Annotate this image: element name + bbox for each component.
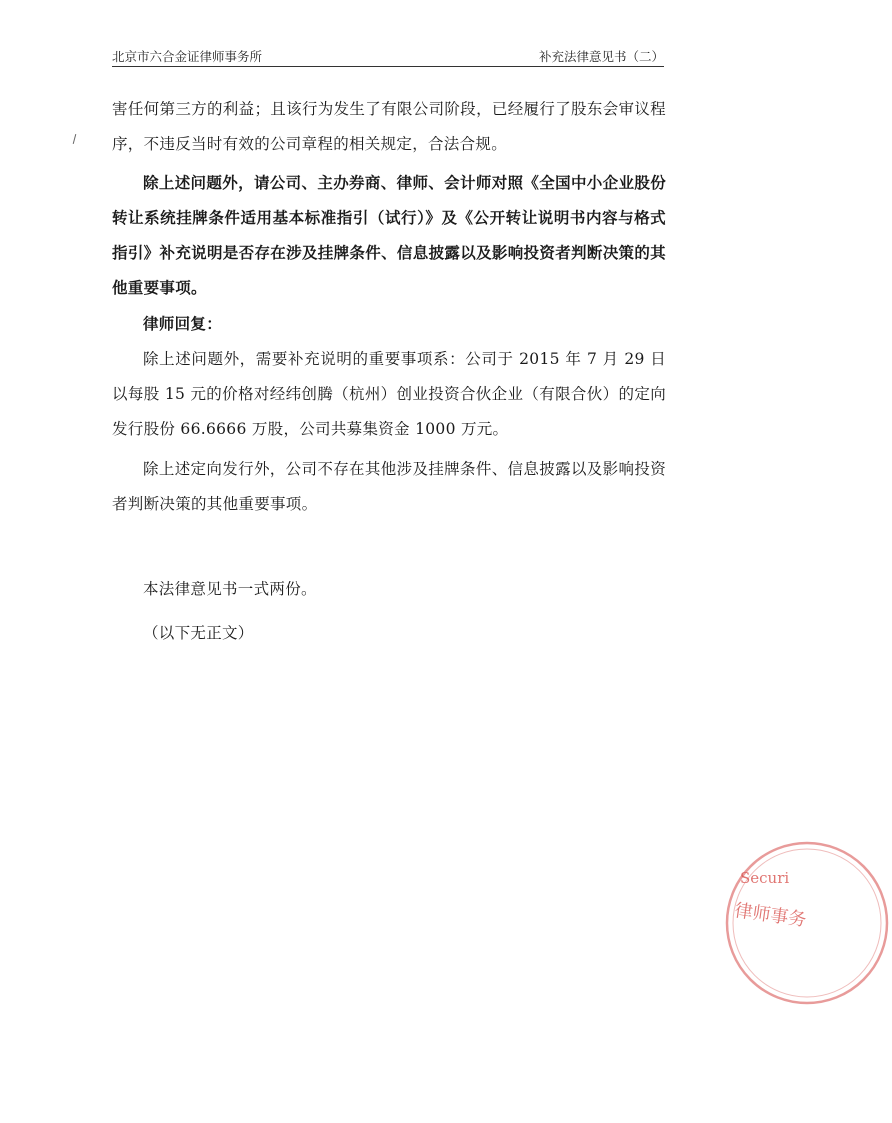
paragraph-continuation: 害任何第三方的利益；且该行为发生了有限公司阶段，已经履行了股东会审议程序，不违反当时有效的公司章程的相关规定，合法合规。	[112, 100, 666, 153]
paragraph-copies-note: 本法律意见书一式两份。	[143, 580, 317, 598]
page-header	[112, 44, 664, 67]
paragraph-reply-conclusion: 除上述定向发行外，公司不存在其他涉及挂牌条件、信息披露以及影响投资者判断决策的其他重要事项。	[112, 460, 666, 513]
paragraph-end-note: （以下无正文）	[143, 624, 254, 642]
paragraph-reply-body: 除上述问题外，需要补充说明的重要事项系：公司于 2015 年 7 月 29 日以每股 15 元的价格对经纬创腾（杭州）创业投资合伙企业（有限合伙）的定向发行股份 66.6666 万股，公司共募集资金 1000 万元。	[112, 350, 666, 438]
seal-text-middle: 律师事务	[733, 900, 808, 931]
header-firm-name: 北京市六合金证律师事务所	[112, 49, 263, 64]
paragraph-reply-heading: 律师回复：	[143, 314, 223, 333]
paragraph-question: 除上述问题外，请公司、主办券商、律师、会计师对照《全国中小企业股份转让系统挂牌条件适用基本标准指引（试行）》及《公开转让说明书内容与格式指引》补充说明是否存在涉及挂牌条件、信息披露以及影响投资者判断决策的其他重要事项。	[112, 173, 666, 297]
header-document-title: 补充法律意见书（二）	[538, 49, 664, 64]
margin-mark	[73, 134, 77, 144]
seal-stamp	[722, 838, 892, 1008]
seal-text-top: Securi	[740, 869, 790, 887]
